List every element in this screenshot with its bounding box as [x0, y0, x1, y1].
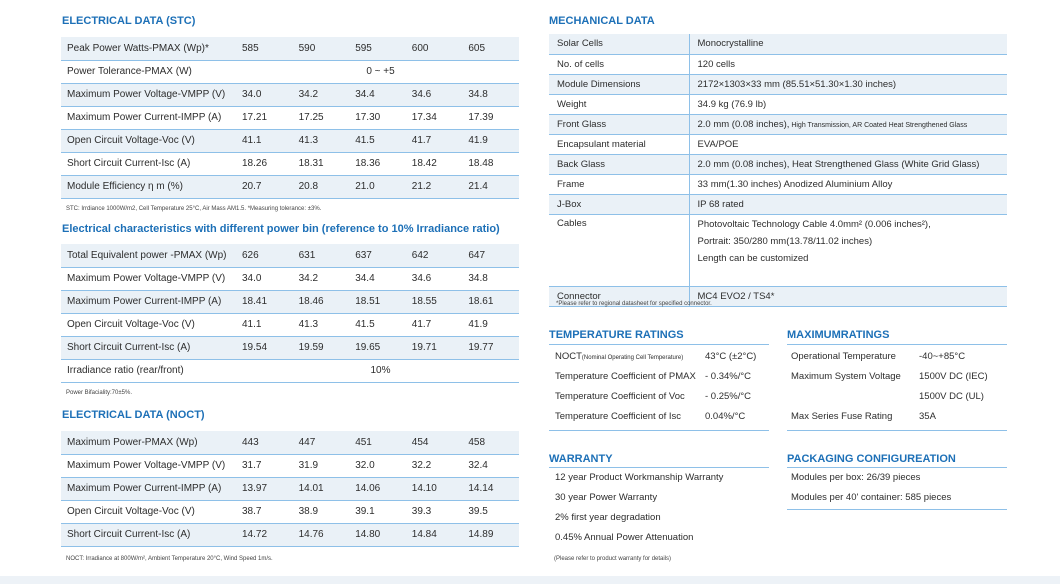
row-value: 21.2	[411, 181, 432, 192]
row-value: 21.0	[355, 181, 375, 192]
bifacial-title: Electrical characteristics with different power bin (reference to 10% Irradiance ratio)	[62, 223, 500, 235]
mech-label: Module Dimensions	[549, 74, 689, 94]
row-value: 18.46	[298, 296, 324, 307]
row-value: 595	[355, 42, 372, 54]
row-value: 31.7	[242, 460, 262, 471]
row-value: 32.0	[355, 460, 375, 471]
row-label: Maximum Power Current-IMPP (A)	[67, 296, 222, 307]
mech-value: MC4 EVO2 / TS4*	[697, 290, 775, 302]
packaging-title: PACKAGING CONFIGUREATION	[787, 453, 956, 465]
temp-label-text: NOCT	[555, 350, 582, 362]
mech-value-text: IP 68 rated	[697, 198, 744, 210]
warranty-item: 0.45% Annual Power Attenuation	[555, 532, 694, 543]
row-value: 0 ~ +5	[366, 66, 395, 77]
row-value: 32.4	[468, 460, 488, 471]
temp-row	[549, 346, 756, 366]
table-row	[61, 313, 519, 336]
max-value: -40~+85°C	[919, 350, 966, 362]
row-value: 18.31	[298, 158, 324, 169]
row-value: 34.6	[411, 273, 432, 284]
row-value: 32.2	[411, 460, 432, 471]
table-row	[61, 267, 519, 290]
row-value: 41.5	[355, 319, 375, 330]
row-value: 38.9	[298, 506, 319, 517]
row-value: 34.4	[355, 89, 375, 100]
row-value: 41.7	[411, 319, 432, 330]
row-label: Maximum Power-PMAX (Wp)	[67, 436, 198, 448]
mech-label: J-Box	[549, 194, 689, 214]
mech-row	[549, 174, 1007, 194]
mechanical-title: MECHANICAL DATA	[549, 15, 655, 27]
row-value: 447	[298, 436, 316, 448]
warranty-item: 12 year Product Workmanship Warranty	[555, 472, 724, 483]
table-row	[61, 454, 519, 477]
mech-value-text: 120 cells	[697, 58, 735, 70]
row-value: 14.06	[355, 483, 381, 494]
row-value: 34.8	[468, 273, 488, 284]
table-row	[61, 359, 519, 382]
table-row	[61, 523, 519, 546]
row-value: 19.71	[411, 342, 437, 353]
row-value: 34.0	[242, 89, 262, 100]
temp-value: - 0.25%/°C	[705, 390, 752, 402]
row-value: 19.65	[355, 342, 381, 353]
row-label: Short Circuit Current-Isc (A)	[67, 529, 191, 540]
max-label: Operational Temperature	[791, 350, 896, 362]
warranty-item: 30 year Power Warranty	[555, 492, 658, 503]
temp-label	[549, 406, 699, 426]
mech-label: Frame	[549, 174, 689, 194]
row-value: 31.9	[298, 460, 319, 471]
row-value: 18.26	[242, 158, 268, 169]
table-row	[61, 83, 519, 106]
bifacial-table	[61, 244, 519, 383]
row-value: 41.1	[242, 319, 262, 330]
row-label: Irradiance ratio (rear/front)	[67, 365, 184, 376]
table-row	[61, 290, 519, 313]
row-value: 647	[468, 249, 486, 261]
row-value: 18.41	[242, 296, 268, 307]
mech-label: Weight	[549, 94, 689, 114]
row-value: 626	[242, 249, 259, 261]
row-value: 20.8	[298, 181, 319, 192]
row-value: 18.48	[468, 158, 494, 169]
row-value: 20.7	[242, 181, 262, 192]
mech-value-text: 2.0 mm (0.08 inches),	[697, 118, 790, 130]
row-label: Peak Power Watts-PMAX (Wp)*	[67, 42, 209, 54]
mech-value-detail: High Transmission, AR Coated Heat Strengthened Glass	[789, 121, 968, 129]
temp-label-text: Temperature Coefficient of Isc	[555, 410, 682, 422]
row-value: 642	[411, 249, 429, 261]
table-row	[61, 500, 519, 523]
row-value: 10%	[370, 365, 391, 376]
row-label: Total Equivalent power -PMAX (Wp)	[67, 249, 227, 261]
table-row	[61, 336, 519, 359]
row-value: 14.89	[468, 529, 494, 540]
mech-label: Connector	[549, 286, 689, 306]
row-value: 600	[411, 42, 429, 54]
row-label: Short Circuit Current-Isc (A)	[67, 158, 191, 169]
mech-row-cables	[549, 214, 1007, 286]
temp-label	[549, 386, 699, 406]
row-value: 637	[355, 249, 372, 261]
temp-label-text: Temperature Coefficient of Voc	[555, 390, 685, 402]
row-value: 585	[242, 42, 259, 54]
row-value: 34.8	[468, 89, 488, 100]
row-value: 458	[468, 436, 486, 448]
temperature-rule	[549, 344, 769, 345]
maximum-bottom-rule	[787, 430, 1007, 431]
mech-value	[689, 34, 1007, 54]
row-value: 34.2	[298, 89, 319, 100]
row-label: Open Circuit Voltage-Voc (V)	[67, 135, 195, 146]
max-row	[785, 346, 988, 366]
mech-row	[549, 94, 1007, 114]
row-label: Module Efficiency η m (%)	[67, 181, 183, 192]
row-value: 18.42	[411, 158, 437, 169]
noct-table	[61, 431, 519, 547]
row-value: 41.3	[298, 135, 319, 146]
max-value: 1500V DC (IEC)	[919, 370, 988, 382]
row-label: Power Tolerance-PMAX (W)	[67, 66, 192, 77]
temp-row	[549, 406, 756, 426]
mech-row	[549, 114, 1007, 134]
bifacial-note: Power Bifaciality:70±5%.	[66, 390, 132, 396]
table-row	[61, 37, 519, 60]
row-value: 39.3	[411, 506, 432, 517]
temperature-bottom-rule	[549, 430, 769, 431]
row-value: 631	[298, 249, 316, 261]
table-row	[61, 129, 519, 152]
row-label: Open Circuit Voltage-Voc (V)	[67, 319, 195, 330]
footer-band	[0, 576, 1060, 584]
row-value: 38.7	[242, 506, 262, 517]
mech-row	[549, 154, 1007, 174]
temp-label	[549, 366, 699, 386]
mech-value	[689, 74, 1007, 94]
table-row	[61, 152, 519, 175]
mech-value-text: 33 mm(1.30 inches) Anodized Aluminium Alloy	[697, 178, 893, 190]
row-label: Maximum Power Voltage-VMPP (V)	[67, 89, 226, 100]
mech-value	[689, 214, 1007, 286]
mech-value	[689, 154, 1007, 174]
mech-label: Front Glass	[549, 114, 689, 134]
temperature-title: TEMPERATURE RATINGS	[549, 329, 684, 341]
max-label: Maximum System Voltage	[791, 370, 901, 382]
row-value: 19.59	[298, 342, 324, 353]
row-value: 14.10	[411, 483, 437, 494]
row-value: 14.80	[355, 529, 381, 540]
stc-title: ELECTRICAL DATA (STC)	[62, 15, 196, 27]
row-label: Short Circuit Current-Isc (A)	[67, 342, 191, 353]
noct-title: ELECTRICAL DATA (NOCT)	[62, 409, 205, 421]
row-value: 41.7	[411, 135, 432, 146]
max-row	[785, 366, 988, 386]
row-value: 443	[242, 436, 259, 448]
row-value: 14.84	[411, 529, 437, 540]
temp-value: 0.04%/°C	[705, 410, 746, 422]
temp-value: - 0.34%/°C	[705, 370, 752, 382]
row-value: 17.25	[298, 112, 324, 123]
table-row	[61, 477, 519, 500]
stc-table	[61, 37, 519, 199]
mech-value-text: 2172×1303×33 mm (85.51×51.30×1.30 inches)	[697, 78, 897, 90]
row-value: 14.14	[468, 483, 494, 494]
warranty-list	[549, 468, 723, 548]
temp-value: 43°C (±2°C)	[705, 350, 757, 362]
row-value: 14.72	[242, 529, 268, 540]
row-value: 14.01	[298, 483, 324, 494]
row-value: 17.30	[355, 112, 381, 123]
row-value: 454	[411, 436, 429, 448]
row-label: Maximum Power Current-IMPP (A)	[67, 483, 222, 494]
temp-label-detail: (Nominal Operating Cell Temperature)	[581, 354, 684, 361]
row-value: 17.21	[242, 112, 268, 123]
mech-row	[549, 134, 1007, 154]
max-label	[785, 386, 913, 406]
row-value: 34.0	[242, 273, 262, 284]
row-value: 17.39	[468, 112, 494, 123]
temp-row	[549, 386, 756, 406]
row-value: 19.77	[468, 342, 494, 353]
row-value: 14.76	[298, 529, 324, 540]
maximum-rule	[787, 344, 1007, 345]
packaging-bottom-rule	[787, 509, 1007, 510]
warranty-title: WARRANTY	[549, 453, 613, 465]
row-value: 41.9	[468, 319, 488, 330]
max-value: 1500V DC (UL)	[919, 390, 984, 402]
row-value: 590	[298, 42, 316, 54]
max-value: 35A	[919, 410, 936, 422]
mechanical-note: *Please refer to regional datasheet for specified connector.	[556, 301, 712, 307]
table-row	[61, 244, 519, 267]
mechanical-table	[549, 34, 1007, 307]
mech-value-text: Monocrystalline	[697, 38, 764, 50]
cable-line: Length can be customized	[697, 252, 809, 264]
temp-label	[549, 346, 699, 366]
row-value: 34.2	[298, 273, 319, 284]
mech-value-text: EVA/POE	[697, 138, 739, 150]
row-value: 34.4	[355, 273, 375, 284]
mech-row	[549, 54, 1007, 74]
row-label: Open Circuit Voltage-Voc (V)	[67, 506, 195, 517]
warranty-note: (Please refer to product warranty for details)	[554, 556, 672, 562]
table-row	[61, 60, 519, 83]
stc-note: STC: Irrdiance 1000W/m2, Cell Temperature 25°C, Air Mass AM1.5. *Measuring tolerance: ±3%.	[66, 206, 322, 212]
row-value: 18.51	[355, 296, 381, 307]
mech-label: Solar Cells	[549, 34, 689, 54]
mech-label: Encapsulant material	[549, 134, 689, 154]
table-row	[61, 175, 519, 198]
cable-line: Portrait: 350/280 mm(13.78/11.02 inches)	[697, 235, 873, 247]
noct-note: NOCT: Irradiance at 800W/m², Ambient Temperature 20°C, Wind Speed 1m/s.	[66, 556, 273, 562]
temperature-table	[549, 346, 756, 426]
mech-label: Back Glass	[549, 154, 689, 174]
row-label: Maximum Power Voltage-VMPP (V)	[67, 273, 226, 284]
max-row	[785, 406, 988, 426]
packaging-item: Modules per box: 26/39 pieces	[791, 472, 921, 483]
row-value: 13.97	[242, 483, 268, 494]
max-label: Max Series Fuse Rating	[791, 410, 893, 422]
mech-value	[689, 174, 1007, 194]
row-value: 39.5	[468, 506, 488, 517]
mech-row	[549, 194, 1007, 214]
mech-row	[549, 74, 1007, 94]
mech-value	[689, 194, 1007, 214]
row-label: Maximum Power Current-IMPP (A)	[67, 112, 222, 123]
mech-label: No. of cells	[549, 54, 689, 74]
maximum-table	[785, 346, 988, 426]
max-row	[785, 386, 988, 406]
row-value: 18.61	[468, 296, 494, 307]
maximum-title: MAXIMUMRATINGS	[787, 329, 890, 341]
row-value: 41.9	[468, 135, 488, 146]
row-value: 39.1	[355, 506, 375, 517]
mech-label: Cables	[549, 214, 689, 286]
row-value: 41.3	[298, 319, 319, 330]
temp-label-text: Temperature Coefficient of PMAX	[555, 370, 696, 382]
row-value: 19.54	[242, 342, 268, 353]
row-value: 18.36	[355, 158, 381, 169]
packaging-list	[785, 468, 951, 508]
table-row	[61, 106, 519, 129]
row-value: 34.6	[411, 89, 432, 100]
row-label: Maximum Power Voltage-VMPP (V)	[67, 460, 226, 471]
mech-value	[689, 54, 1007, 74]
warranty-item: 2% first year degradation	[555, 512, 661, 523]
row-value: 41.5	[355, 135, 375, 146]
row-value: 17.34	[411, 112, 437, 123]
row-value: 41.1	[242, 135, 262, 146]
row-value: 605	[468, 42, 486, 54]
mech-value	[689, 134, 1007, 154]
row-value: 18.55	[411, 296, 437, 307]
mech-row	[549, 34, 1007, 54]
cable-line: Photovoltaic Technology Cable 4.0mm² (0.006 inches²),	[697, 218, 931, 230]
row-value: 21.4	[468, 181, 488, 192]
mech-value	[689, 94, 1007, 114]
packaging-item: Modules per 40' container: 585 pieces	[791, 492, 952, 503]
mech-value-text: 34.9 kg (76.9 lb)	[697, 98, 767, 110]
mech-value-text: 2.0 mm (0.08 inches), Heat Strengthened Glass (White Grid Glass)	[697, 158, 980, 170]
table-row	[61, 431, 519, 454]
temp-row	[549, 366, 756, 386]
mech-value	[689, 114, 1007, 134]
row-value: 451	[355, 436, 372, 448]
